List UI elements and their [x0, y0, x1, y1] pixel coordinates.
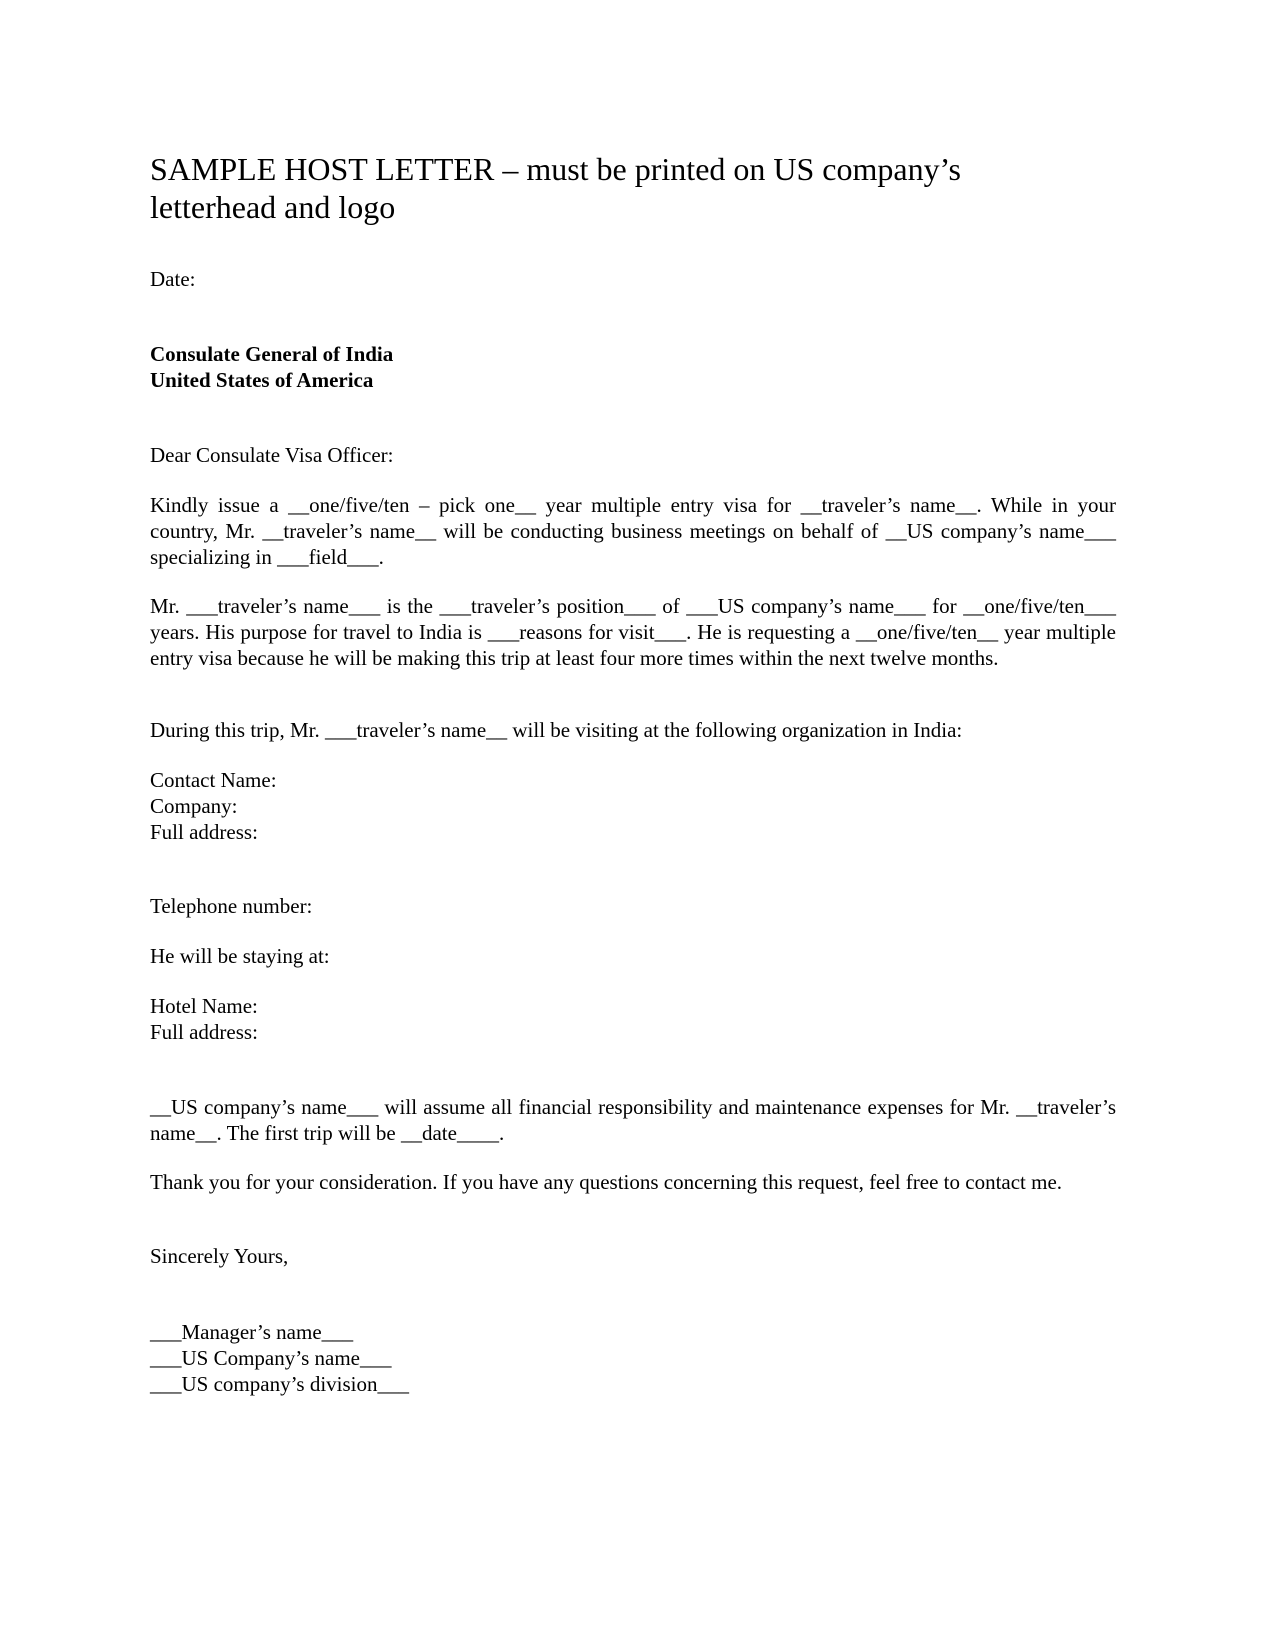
hotel-address-label: Full address:: [150, 1020, 258, 1044]
salutation: Dear Consulate Visa Officer:: [150, 443, 394, 467]
paragraph-visit-organization: During this trip, Mr. ___traveler’s name__ will be visiting at the following organization in India:: [150, 718, 963, 742]
staying-label: He will be staying at:: [150, 944, 330, 968]
recipient-block: [150, 341, 1116, 393]
signature-company: ___US Company’s name___: [150, 1346, 392, 1370]
recipient-line-1: Consulate General of India: [150, 342, 394, 366]
hotel-block: [150, 993, 1116, 1045]
telephone-label: Telephone number:: [150, 894, 313, 918]
signature-manager: ___Manager’s name___: [150, 1320, 354, 1344]
contact-name-label: Contact Name:: [150, 768, 277, 792]
recipient-line-2: United States of America: [150, 368, 374, 392]
paragraph-thanks: Thank you for your consideration. If you have any questions concerning this request, feel free to contact me.: [150, 1170, 1063, 1194]
paragraph-visa-request: Kindly issue a __one/five/ten – pick one__ year multiple entry visa for __traveler’s name__. While in your country, Mr. __traveler’s name__ will be conducting business meetings on behalf of __US company’s name___ specializing in ___field___.: [150, 493, 1116, 569]
paragraph-financial: __US company’s name___ will assume all financial responsibility and maintenance expenses for Mr. __traveler’s name__. The first trip will be __date____.: [150, 1095, 1116, 1145]
hotel-name-label: Hotel Name:: [150, 994, 258, 1018]
paragraph-traveler-details: Mr. ___traveler’s name___ is the ___traveler’s position___ of ___US company’s name___ for __one/five/ten___ years. His purpose for travel to India is ___reasons for visit___. He is requesting a __one/five/ten__ year multiple entry visa because he will be making this trip at least four more times within the next twelve months.: [150, 594, 1116, 670]
contact-block: [150, 767, 1116, 845]
contact-address-label: Full address:: [150, 820, 258, 844]
letter-title: SAMPLE HOST LETTER – must be printed on US company’s letterhead and logo: [150, 151, 961, 225]
closing: Sincerely Yours,: [150, 1244, 289, 1268]
signature-block: [150, 1319, 1116, 1397]
contact-company-label: Company:: [150, 794, 238, 818]
date-label: Date:: [150, 267, 196, 291]
signature-division: ___US company’s division___: [150, 1372, 410, 1396]
